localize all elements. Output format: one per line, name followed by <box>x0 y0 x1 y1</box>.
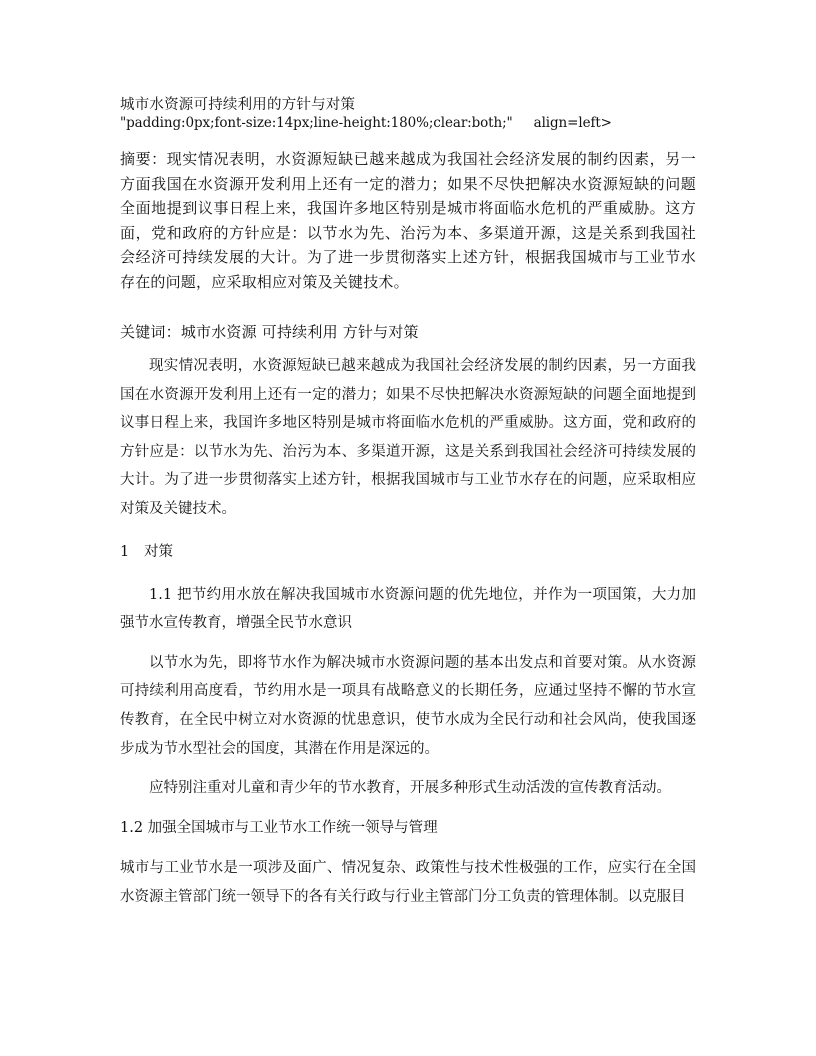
section-number: 1 <box>120 543 130 560</box>
keywords-text: 城市水资源 可持续利用 方针与对策 <box>180 323 419 341</box>
paragraph-1-2-a: 城市与工业节水是一项涉及面广、情况复杂、政策性与技术性极强的工作，应实行在全国水资源主管部门统一领导下的各有关行政与行业主管部门分工负责的管理体制。以克服目 <box>120 860 696 905</box>
abstract <box>120 147 696 294</box>
paragraph-1-1-b: 应特别注重对儿童和青少年的节水教育，开展多种形式生动活泼的宣传教育活动。 <box>149 780 671 797</box>
subsection-heading-1-2: 1.2 加强全国城市与工业节水工作统一领导与管理 <box>120 820 438 837</box>
section-title: 对策 <box>144 543 173 560</box>
html-style-fragment: "padding:0px;font-size:14px;line-height:180%;clear:both;" align=left> <box>120 115 612 131</box>
keywords-label: 关键词： <box>120 323 181 341</box>
paragraph-1-1-a: 以节水为先，即将节水作为解决城市水资源问题的基本出发点和首要对策。从水资源可持续利用高度看，节约用水是一项具有战略意义的长期任务，应通过坚持不懈的节水宣传教育，在全民中树立对水资源的忧患意识，使节水成为全民行动和社会风尚，使我国逐步成为节水型社会的国度，其潜在作用是深远的。 <box>120 654 696 757</box>
document-title: 城市水资源可持续利用的方针与对策 <box>120 97 356 113</box>
section-heading <box>120 540 696 564</box>
subsection-heading-1-1: 1.1 把节约用水放在解决我国城市水资源问题的优先地位，并作为一项国策，大力加强节水宣传教育，增强全民节水意识 <box>120 586 696 632</box>
document-page <box>120 96 696 911</box>
abstract-text: 现实情况表明，水资源短缺已越来越成为我国社会经济发展的制约因素，另一方面我国在水资源开发利用上还有一定的潜力；如果不尽快把解决水资源短缺的问题全面地提到议事日程上来，我国许多地区特别是城市将面临水危机的严重威胁。这方面，党和政府的方针应是：以节水为先、治污为本、多渠道开源，这是关系到我国社会经济可持续发展的大计。为了进一步贯彻落实上述方针，根据我国城市与工业节水存在的问题，应采取相应对策及关键技术。 <box>120 150 696 291</box>
abstract-label: 摘要： <box>120 150 167 168</box>
keywords <box>120 320 696 344</box>
intro-paragraph: 现实情况表明，水资源短缺已越来越成为我国社会经济发展的制约因素，另一方面我国在水资源开发利用上还有一定的潜力；如果不尽快把解决水资源短缺的问题全面地提到议事日程上来，我国许多地区特别是城市将面临水危机的严重威胁。这方面，党和政府的方针应是：以节水为先、治污为本、多渠道开源，这是关系到我国社会经济可持续发展的大计。为了进一步贯彻落实上述方针，根据我国城市与工业节水存在的问题，应采取相应对策及关键技术。 <box>120 358 696 517</box>
